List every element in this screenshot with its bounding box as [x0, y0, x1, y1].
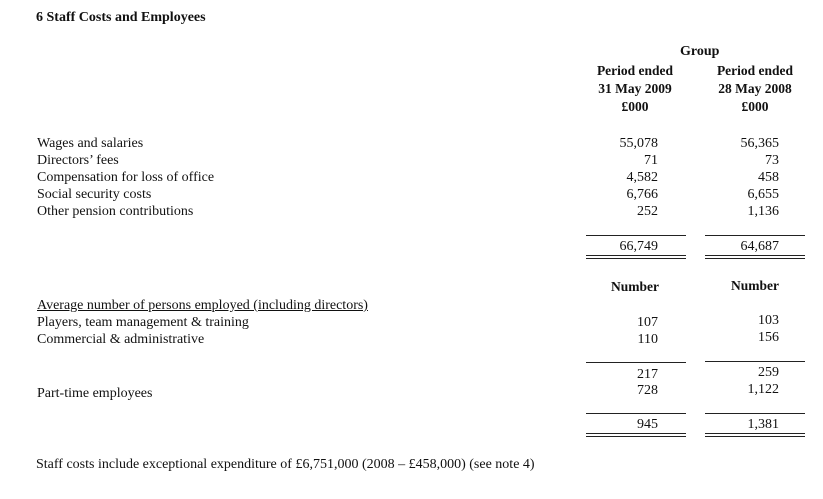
subtotal-rule: [586, 362, 686, 363]
value-2008-directors-fees: 73: [765, 153, 779, 168]
value-2009-commercial: 110: [637, 332, 658, 347]
employee-total-rule-bottom: [705, 433, 805, 434]
value-2009-employee-total: 945: [637, 417, 658, 432]
value-2008-social-security: 6,655: [747, 187, 779, 202]
row-label-commercial: Commercial & administrative: [37, 332, 205, 347]
subtotal-rule: [705, 361, 805, 362]
value-2009-players: 107: [637, 315, 658, 330]
row-label-players: Players, team management & training: [37, 315, 249, 330]
row-label-part-time: Part-time employees: [37, 386, 153, 401]
row-label-social-security: Social security costs: [37, 187, 152, 202]
note-title: 6 Staff Costs and Employees: [36, 10, 206, 25]
column-header-2009: [580, 62, 690, 116]
employee-total-rule-bottom: [586, 433, 686, 434]
row-label-directors-fees: Directors’ fees: [37, 153, 119, 168]
value-2008-employee-subtotal: 259: [758, 365, 779, 380]
value-2009-social-security: 6,766: [626, 187, 658, 202]
employee-total-rule-top: [705, 413, 805, 414]
column-header-unit: £000: [741, 99, 769, 114]
column-header-unit: £000: [621, 99, 649, 114]
value-2009-wages: 55,078: [619, 136, 658, 151]
value-2009-pension: 252: [637, 204, 658, 219]
number-header-2009: Number: [611, 279, 659, 294]
value-2008-cost-total: 64,687: [740, 239, 779, 254]
group-label: Group: [680, 44, 720, 59]
row-label-compensation: Compensation for loss of office: [37, 170, 215, 185]
total-rule-bottom-double: [705, 258, 805, 259]
column-header-line1: Period ended: [716, 63, 794, 78]
value-2008-employee-total: 1,381: [747, 417, 779, 432]
total-rule-bottom: [705, 255, 805, 256]
column-header-2008: [700, 62, 810, 116]
column-header-line2: 28 May 2008: [718, 81, 792, 96]
value-2008-commercial: 156: [758, 330, 779, 345]
column-header-line2: 31 May 2009: [598, 81, 672, 96]
value-2009-cost-total: 66,749: [619, 239, 658, 254]
value-2008-pension: 1,136: [747, 204, 779, 219]
employee-total-rule-bottom-double: [705, 436, 805, 437]
value-2009-directors-fees: 71: [644, 153, 658, 168]
column-header-line1: Period ended: [596, 63, 674, 78]
row-label-wages: Wages and salaries: [37, 136, 144, 151]
employees-heading: Average number of persons employed (including directors): [37, 298, 368, 313]
value-2008-part-time: 1,122: [747, 382, 779, 397]
total-rule-bottom: [586, 255, 686, 256]
value-2009-part-time: 728: [637, 383, 658, 398]
total-rule-top: [586, 235, 686, 236]
value-2008-players: 103: [758, 313, 779, 328]
total-rule-bottom-double: [586, 258, 686, 259]
row-label-pension: Other pension contributions: [37, 204, 194, 219]
total-rule-top: [705, 235, 805, 236]
employee-total-rule-top: [586, 413, 686, 414]
number-header-2008: Number: [731, 278, 779, 293]
value-2009-compensation: 4,582: [626, 170, 658, 185]
value-2009-employee-subtotal: 217: [637, 367, 658, 382]
employee-total-rule-bottom-double: [586, 436, 686, 437]
footnote: Staff costs include exceptional expenditure of £6,751,000 (2008 – £458,000) (see note 4): [36, 457, 535, 472]
value-2008-wages: 56,365: [740, 136, 779, 151]
value-2008-compensation: 458: [758, 170, 779, 185]
